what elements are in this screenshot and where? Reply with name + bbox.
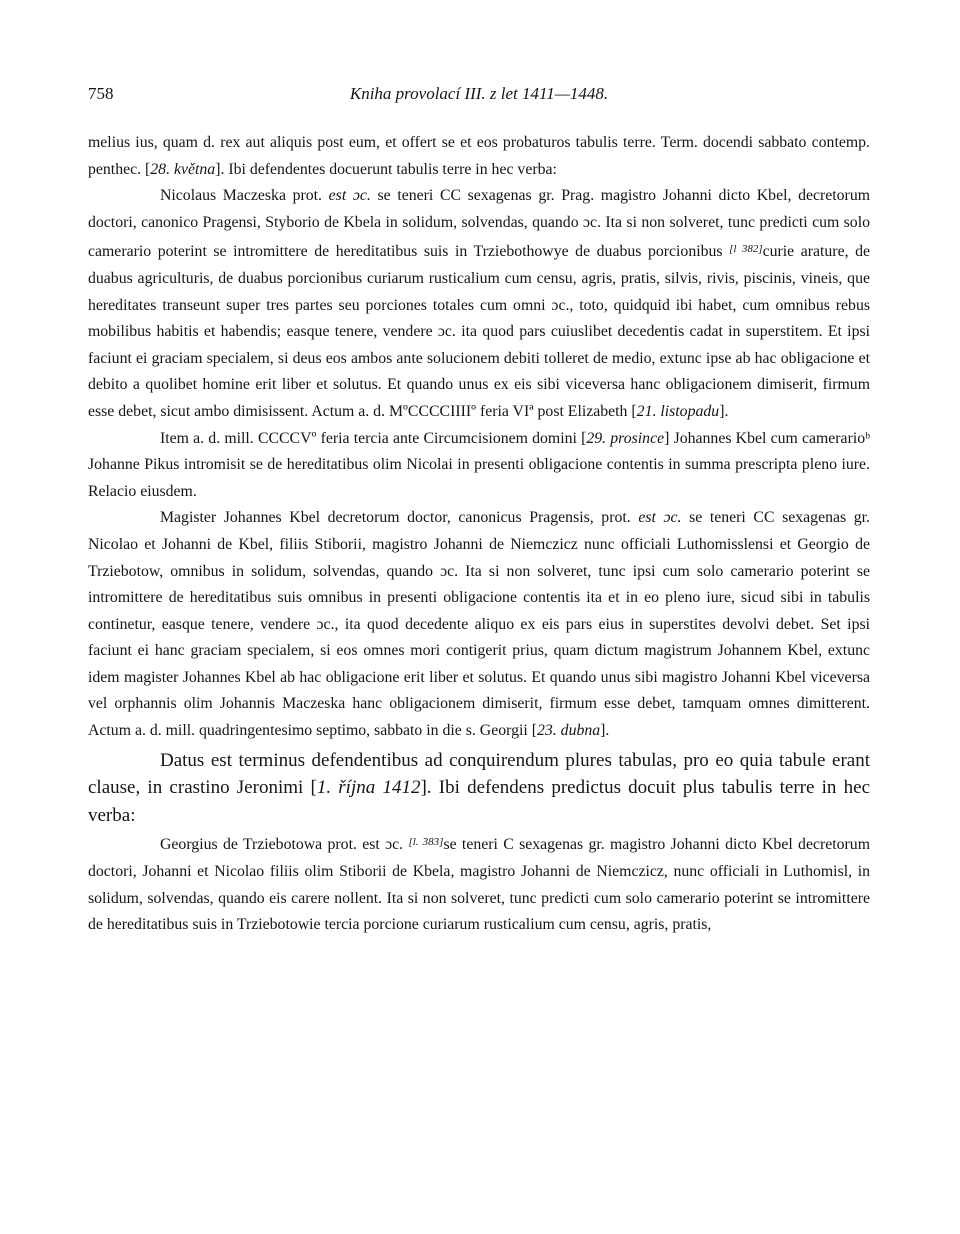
paragraph-text: Georgius de Trziebotowa prot. est ɔc. (160, 836, 409, 854)
paragraph-p1 (88, 130, 870, 183)
paragraph-p6 (88, 829, 870, 938)
document-body (88, 130, 870, 939)
page-number: 758 (88, 84, 114, 103)
italic-reference: 1. října 1412 (316, 777, 421, 799)
paragraph-text: melius ius, quam d. rex aut aliquis post eum, et offert se et eos probaturos tabulis terre. Term. docendi sabbato contemp. penthec. [ (88, 134, 870, 178)
paragraph-text: ] Johannes Kbel cum camerarioᵇ Johanne Pikus intromisit se de hereditatibus olim Nicolai in presenti obligacione contentis in summa prescripta pleno iure. Relacio eiusdem. (88, 429, 871, 500)
paragraph-text: se teneri CC sexagenas gr. Prag. magistro Johanni dicto Kbel, decretorum doctori, canonico Pragensi, Styborio de Kbela in solidum, solvendas, quando ɔc. Ita si non solveret, tunc predicti cum solo camerario poterint se intromittere de hereditatibus suis in Trziebothowye de duabus porcionibus (88, 187, 871, 261)
paragraph-p5 (88, 747, 870, 830)
paragraph-text: ]. (719, 402, 729, 420)
paragraph-text: curie arature, de duabus agriculturis, de duabus porcionibus curiarum rusticalium cum censu, agris, pratis, silvis, rivis, piscinis, vineis, que hereditates transeunt super tres partes seu porciones totales cum omni ɔc., toto, quidquid ibi habet, cum omnibus rebus mobilibus habitis et habendis; easque tenere, vendere ɔc. ita quod pars cuiuslibet decedentis cadat in superstitem. Et ipsi faciunt ei graciam specialem, si deus eos ambos ante solucionem debiti tolleret de medio, extunc ipse ab hac obligacione et debito a quolibet homine erit liber et solutus. Et quando unus ex eis sibi viceversa hanc obligacionem dimiserit, firmum esse debet, sicut ambo dimisissent. Actum a. d. MºCCCCIIIIº feria VIª post Elizabeth [ (88, 243, 870, 420)
folio-reference: [l 382] (729, 243, 763, 256)
folio-reference: [l. 383] (408, 836, 444, 849)
running-title: Kniha provolací III. z let 1411—1448. (349, 84, 609, 103)
document-page (88, 84, 871, 934)
paragraph-text: ]. (600, 722, 610, 740)
italic-reference: est ɔc. (638, 509, 682, 527)
paragraph-text: ]. Ibi defendens predictus docuit plus tabulis terre in hec verba: (88, 777, 871, 826)
italic-reference: est ɔc. (328, 187, 371, 205)
paragraph-text: Magister Johannes Kbel decretorum doctor, canonicus Pragensis, prot. (160, 509, 639, 527)
italic-reference: 29. prosince (586, 429, 665, 447)
paragraph-text: se teneri CC sexagenas gr. Nicolao et Johanni de Kbel, filiis Stiborii, magistro Johanni de Niemczicz nunc officiali Luthomisslensi et Georgio de Trziebotow, omnibus in solidum, solvendas, quando ɔc. Ita si non solveret, tunc ipsi cum solo camerario poterint se intromittere de hereditatibus suis omnibus in presenti obligacione contentis ita et in eo pleno iure, sicud sibi in tabulis continetur, easque tenere, vendere ɔc., ita quod decedente aliquo ex eis pars eius in superstites devolvi debet. Set ipsi faciunt ei hanc graciam specialem, si eos omnes mori contigerit prius, quam dictum magistrum Johannem Kbel, extunc idem magister Johannes Kbel ab hac obligacione erit liber et solutus. Et quando unus sibi magistro Johanni Kbel viceversa vel orphannis olim Johannis Maczeska hanc obligacionem dimiserit, firmum esse debet, tamquam omnes dimitterent. Actum a. d. mill. quadringentesimo septimo, sabbato in die s. Georgii [ (88, 509, 870, 740)
paragraph-p2 (88, 183, 870, 425)
italic-reference: 28. května (150, 160, 216, 178)
italic-reference: 21. listopadu (636, 402, 720, 420)
paragraph-text: se teneri C sexagenas gr. magistro Johanni dicto Kbel decretorum doctori, Johanni et Nicolao filiis olim Stiborii de Kbela, magistro Johanni de Niemczicz, nunc officiali in Luthomisl, in solidum, solvendas, quando eis carere nollent. Ita si non solveret, tunc predicti cum solo camerario poterint se intromittere de hereditatibus suis in Trziebotowie tercia porcione curiarum rusticalium cum censu, agris, pratis, (88, 836, 870, 934)
paragraph-p4 (88, 505, 870, 744)
paragraph-text: Item a. d. mill. CCCCVº feria tercia ante Circumcisionem domini [ (160, 429, 587, 447)
paragraph-text: ]. Ibi defendentes docuerunt tabulis terre in hec verba: (215, 160, 557, 178)
paragraph-text: Nicolaus Maczeska prot. (160, 187, 329, 205)
paragraph-text: Datus est terminus defendentibus ad conquirendum plures tabulas, pro eo quia tabule erant clause, in crastino Jeronimi [ (88, 749, 870, 799)
paragraph-p3 (88, 426, 870, 506)
italic-reference: 23. dubna (536, 722, 601, 740)
page-header (88, 84, 870, 114)
